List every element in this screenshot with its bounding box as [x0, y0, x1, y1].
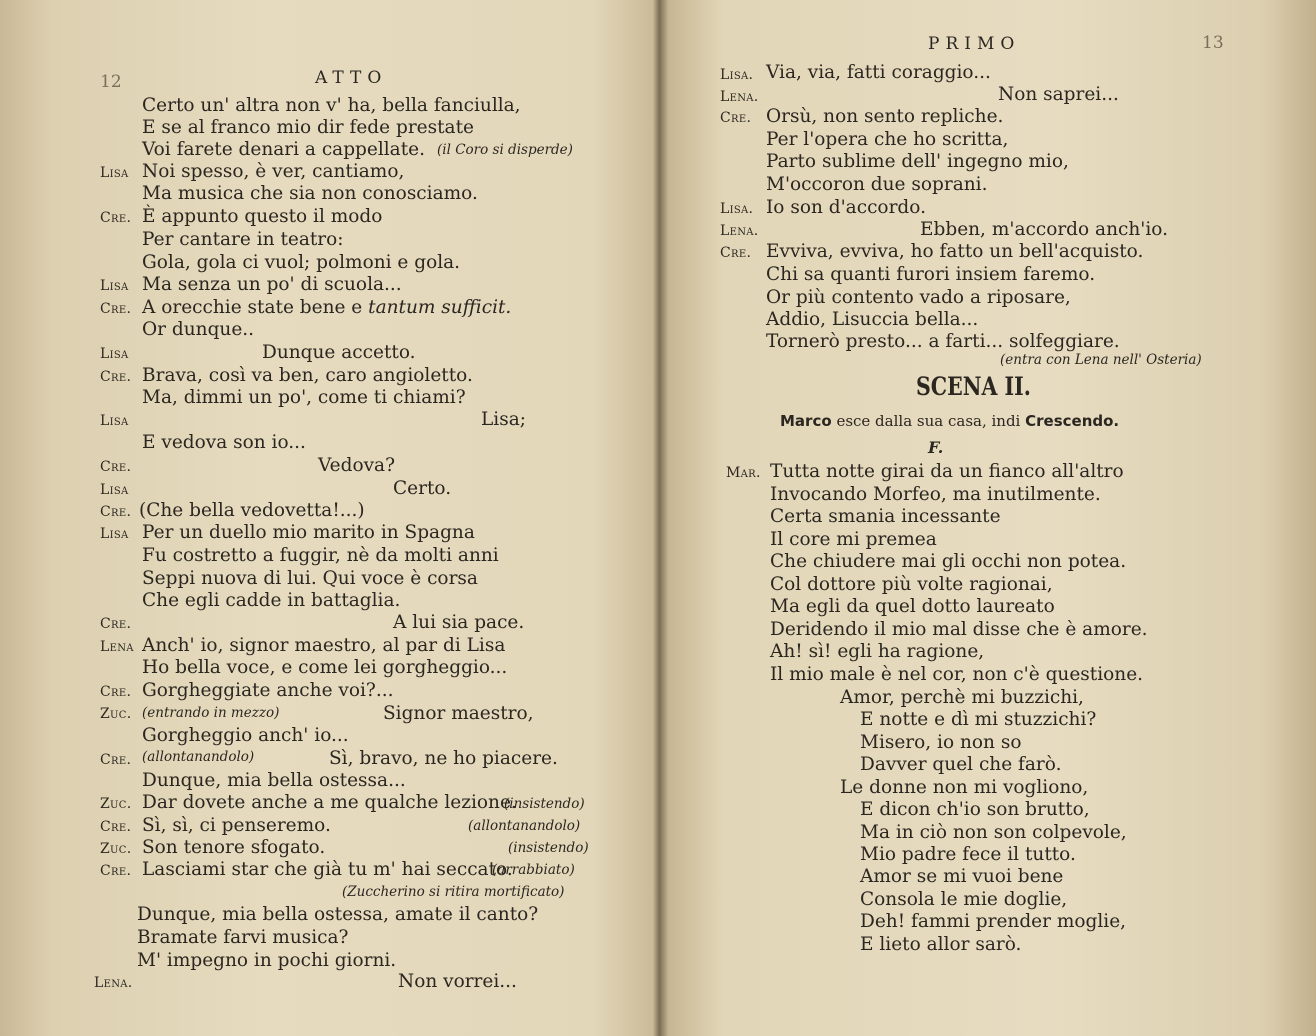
verse-line: Evviva, evviva, ho fatto un bell'acquisto. [766, 241, 1144, 262]
verse-line: Fu costretto a fuggir, nè da molti anni [142, 545, 499, 566]
speaker-label: Cre. [100, 752, 132, 768]
verse-line: Il mio male è nel cor, non c'è questione. [770, 664, 1144, 685]
verse-line: Ma egli da quel dotto laureato [770, 596, 1055, 617]
verse-line: Mio padre fece il tutto. [860, 844, 1076, 865]
verse-line: M'occoron due soprani. [766, 174, 988, 195]
verse-line: Lasciami star che già tu m' hai seccato. [142, 859, 513, 880]
verse-line: Chi sa quanti furori insiem faremo. [766, 264, 1096, 285]
scene-stage-direction [780, 412, 1119, 430]
verse-line: Tornerò presto... a farti... solfeggiare. [766, 331, 1120, 352]
verse-line: Sì, sì, ci penseremo. [142, 815, 331, 836]
speaker-label: Cre. [100, 863, 132, 879]
verse-line: Addio, Lisuccia bella... [766, 309, 979, 330]
verse-line: Col dottore più volte ragionai, [770, 574, 1053, 595]
verse-line: Vedova? [318, 455, 395, 476]
left-page [0, 0, 655, 1036]
verse-line: Sì, bravo, ne ho piacere. [329, 748, 558, 769]
verse-line: M' impegno in pochi giorni. [137, 950, 397, 971]
verse-line: E vedova son io... [142, 432, 306, 453]
verse-line: Ah! sì! egli ha ragione, [770, 641, 985, 662]
speaker-label: Lena [100, 639, 134, 655]
verse-line: Certo. [393, 478, 452, 499]
speaker-label: Cre. [100, 504, 132, 520]
speaker-label: Lisa [100, 278, 129, 294]
speaker-label: Cre. [100, 616, 132, 632]
stage-direction: (Zuccherino si ritira mortificato) [342, 884, 565, 900]
verse-line: Davver quel che farò. [860, 754, 1062, 775]
verse-line: Seppi nuova di lui. Qui voce è corsa [142, 568, 478, 589]
verse-line: Ma musica che sia non conosciamo. [142, 183, 478, 204]
verse-line: Orsù, non sento repliche. [766, 106, 1004, 127]
verse-line: Per cantare in teatro: [142, 229, 344, 250]
running-head: ATTO [315, 68, 388, 88]
stage-direction: (insistendo) [504, 796, 585, 812]
speaker-label: Cre. [100, 459, 132, 475]
speaker-label: Cre. [100, 210, 132, 226]
stage-direction: (arrabbiato) [492, 862, 575, 878]
verse-line: Signor maestro, [383, 703, 534, 724]
speaker-label: Lena. [94, 975, 133, 991]
verse-line: Gola, gola ci vuol; polmoni e gola. [142, 252, 461, 273]
verse-line: Non vorrei... [398, 971, 517, 992]
verse-line: Via, via, fatti coraggio... [766, 62, 991, 83]
verse-line: Per un duello mio marito in Spagna [142, 522, 475, 543]
verse-line: Dunque accetto. [262, 342, 416, 363]
verse-line: Ma senza un po' di scuola... [142, 274, 402, 295]
verse-line: Invocando Morfeo, ma inutilmente. [770, 484, 1101, 505]
verse-line: Amor, perchè mi buzzichi, [840, 687, 1084, 708]
verse-line: E se al franco mio dir fede prestate [142, 117, 474, 138]
verse-line: Le donne non mi vogliono, [840, 777, 1089, 798]
character-name: Crescendo. [1025, 412, 1120, 430]
verse-line: Tutta notte girai da un fianco all'altro [770, 461, 1124, 482]
verse-line: Son tenore sfogato. [142, 837, 326, 858]
verse-line: Dunque, mia bella ostessa... [142, 770, 406, 791]
verse-line: Voi farete denari a cappellate. [142, 139, 425, 160]
verse-line: Amor se mi vuoi bene [860, 866, 1064, 887]
speaker-label: Lisa [100, 413, 129, 429]
verse-line: Il core mi premea [770, 529, 937, 550]
verse-line: Gorgheggiate anche voi?... [142, 680, 394, 701]
verse-line: Ma, dimmi un po', come ti chiami? [142, 387, 466, 408]
verse-line: Per l'opera che ho scritta, [766, 129, 1009, 150]
verse-line: Brava, così va ben, caro angioletto. [142, 365, 473, 386]
speaker-label: Cre. [100, 369, 132, 385]
speaker-label: Lisa [100, 346, 129, 362]
speaker-label: Lena. [720, 223, 759, 239]
stage-direction: (il Coro si disperde) [437, 142, 573, 158]
speaker-label: Lisa [100, 165, 129, 181]
running-head: PRIMO [928, 34, 1021, 54]
speaker-label: Cre. [100, 819, 132, 835]
stage-direction: (allontanandolo) [468, 818, 581, 834]
direction-text: esce dalla sua casa, indi [836, 412, 1021, 430]
stage-direction: (entrando in mezzo) [142, 705, 280, 721]
verse-line: Ma in ciò non son colpevole, [860, 822, 1127, 843]
verse-line: E dicon ch'io son brutto, [860, 799, 1090, 820]
verse-line: Certa smania incessante [770, 506, 1001, 527]
verse-line: Certo un' altra non v' ha, bella fanciulla, [142, 95, 521, 116]
stage-direction: (entra con Lena nell' Osteria) [1000, 352, 1202, 368]
speaker-label: Zuc. [100, 796, 132, 812]
verse-text: A orecchie state bene e [142, 297, 369, 318]
scene-title: SCENA II. [916, 372, 1031, 401]
speaker-label: Cre. [100, 684, 132, 700]
speaker-label: Cre. [720, 245, 752, 261]
speaker-label: Cre. [100, 301, 132, 317]
character-name: Marco [780, 412, 832, 430]
latin-phrase: tantum sufficit. [368, 297, 512, 318]
verse-line: Non saprei... [998, 84, 1119, 105]
verse-line [142, 297, 511, 319]
verse-line: Che chiudere mai gli occhi non potea. [770, 551, 1127, 572]
verse-line: Noi spesso, è ver, cantiamo, [142, 161, 405, 182]
stage-direction: (insistendo) [508, 840, 589, 856]
verse-line: Or più contento vado a riposare, [766, 287, 1071, 308]
verse-line: Bramate farvi musica? [137, 927, 349, 948]
verse-line: Consola le mie doglie, [860, 889, 1068, 910]
speaker-label: Lisa [100, 526, 129, 542]
verse-line: Gorgheggio anch' io... [142, 725, 349, 746]
speaker-label: Lena. [720, 89, 759, 105]
verse-line: Or dunque.. [142, 319, 255, 340]
speaker-label: Lisa [100, 482, 129, 498]
verse-line: Anch' io, signor maestro, al par di Lisa [142, 635, 506, 656]
verse-line: E notte e dì mi stuzzichi? [860, 709, 1097, 730]
verse-line: Deh! fammi prender moglie, [860, 911, 1127, 932]
speaker-label: Lisa. [720, 201, 754, 217]
verse-line: Dunque, mia bella ostessa, amate il canto? [137, 904, 539, 925]
ornament: F. [928, 438, 944, 457]
verse-line: Dar dovete anche a me qualche lezione. [142, 792, 517, 813]
verse-line: E lieto allor sarò. [860, 934, 1022, 955]
verse-line: A lui sia pace. [393, 612, 525, 633]
verse-line: Ebben, m'accordo anch'io. [920, 219, 1168, 240]
speaker-label: Zuc. [100, 706, 132, 722]
page-number: 13 [1202, 33, 1224, 53]
verse-line: È appunto questo il modo [142, 206, 383, 227]
verse-line: Parto sublime dell' ingegno mio, [766, 151, 1069, 172]
speaker-label: Mar. [726, 465, 761, 481]
page-number: 12 [100, 72, 122, 92]
verse-line: Lisa; [481, 409, 526, 430]
stage-direction: (allontanandolo) [142, 749, 255, 765]
right-page [662, 0, 1316, 1036]
verse-line: Misero, io non so [860, 732, 1022, 753]
verse-line: Deridendo il mio mal disse che è amore. [770, 619, 1148, 640]
verse-line: Che egli cadde in battaglia. [142, 590, 401, 611]
verse-line: Ho bella voce, e come lei gorgheggio... [142, 657, 508, 678]
verse-line: (Che bella vedovetta!...) [139, 500, 365, 521]
verse-line: Io son d'accordo. [766, 197, 926, 218]
speaker-label: Zuc. [100, 841, 132, 857]
speaker-label: Cre. [720, 110, 752, 126]
speaker-label: Lisa. [720, 67, 754, 83]
